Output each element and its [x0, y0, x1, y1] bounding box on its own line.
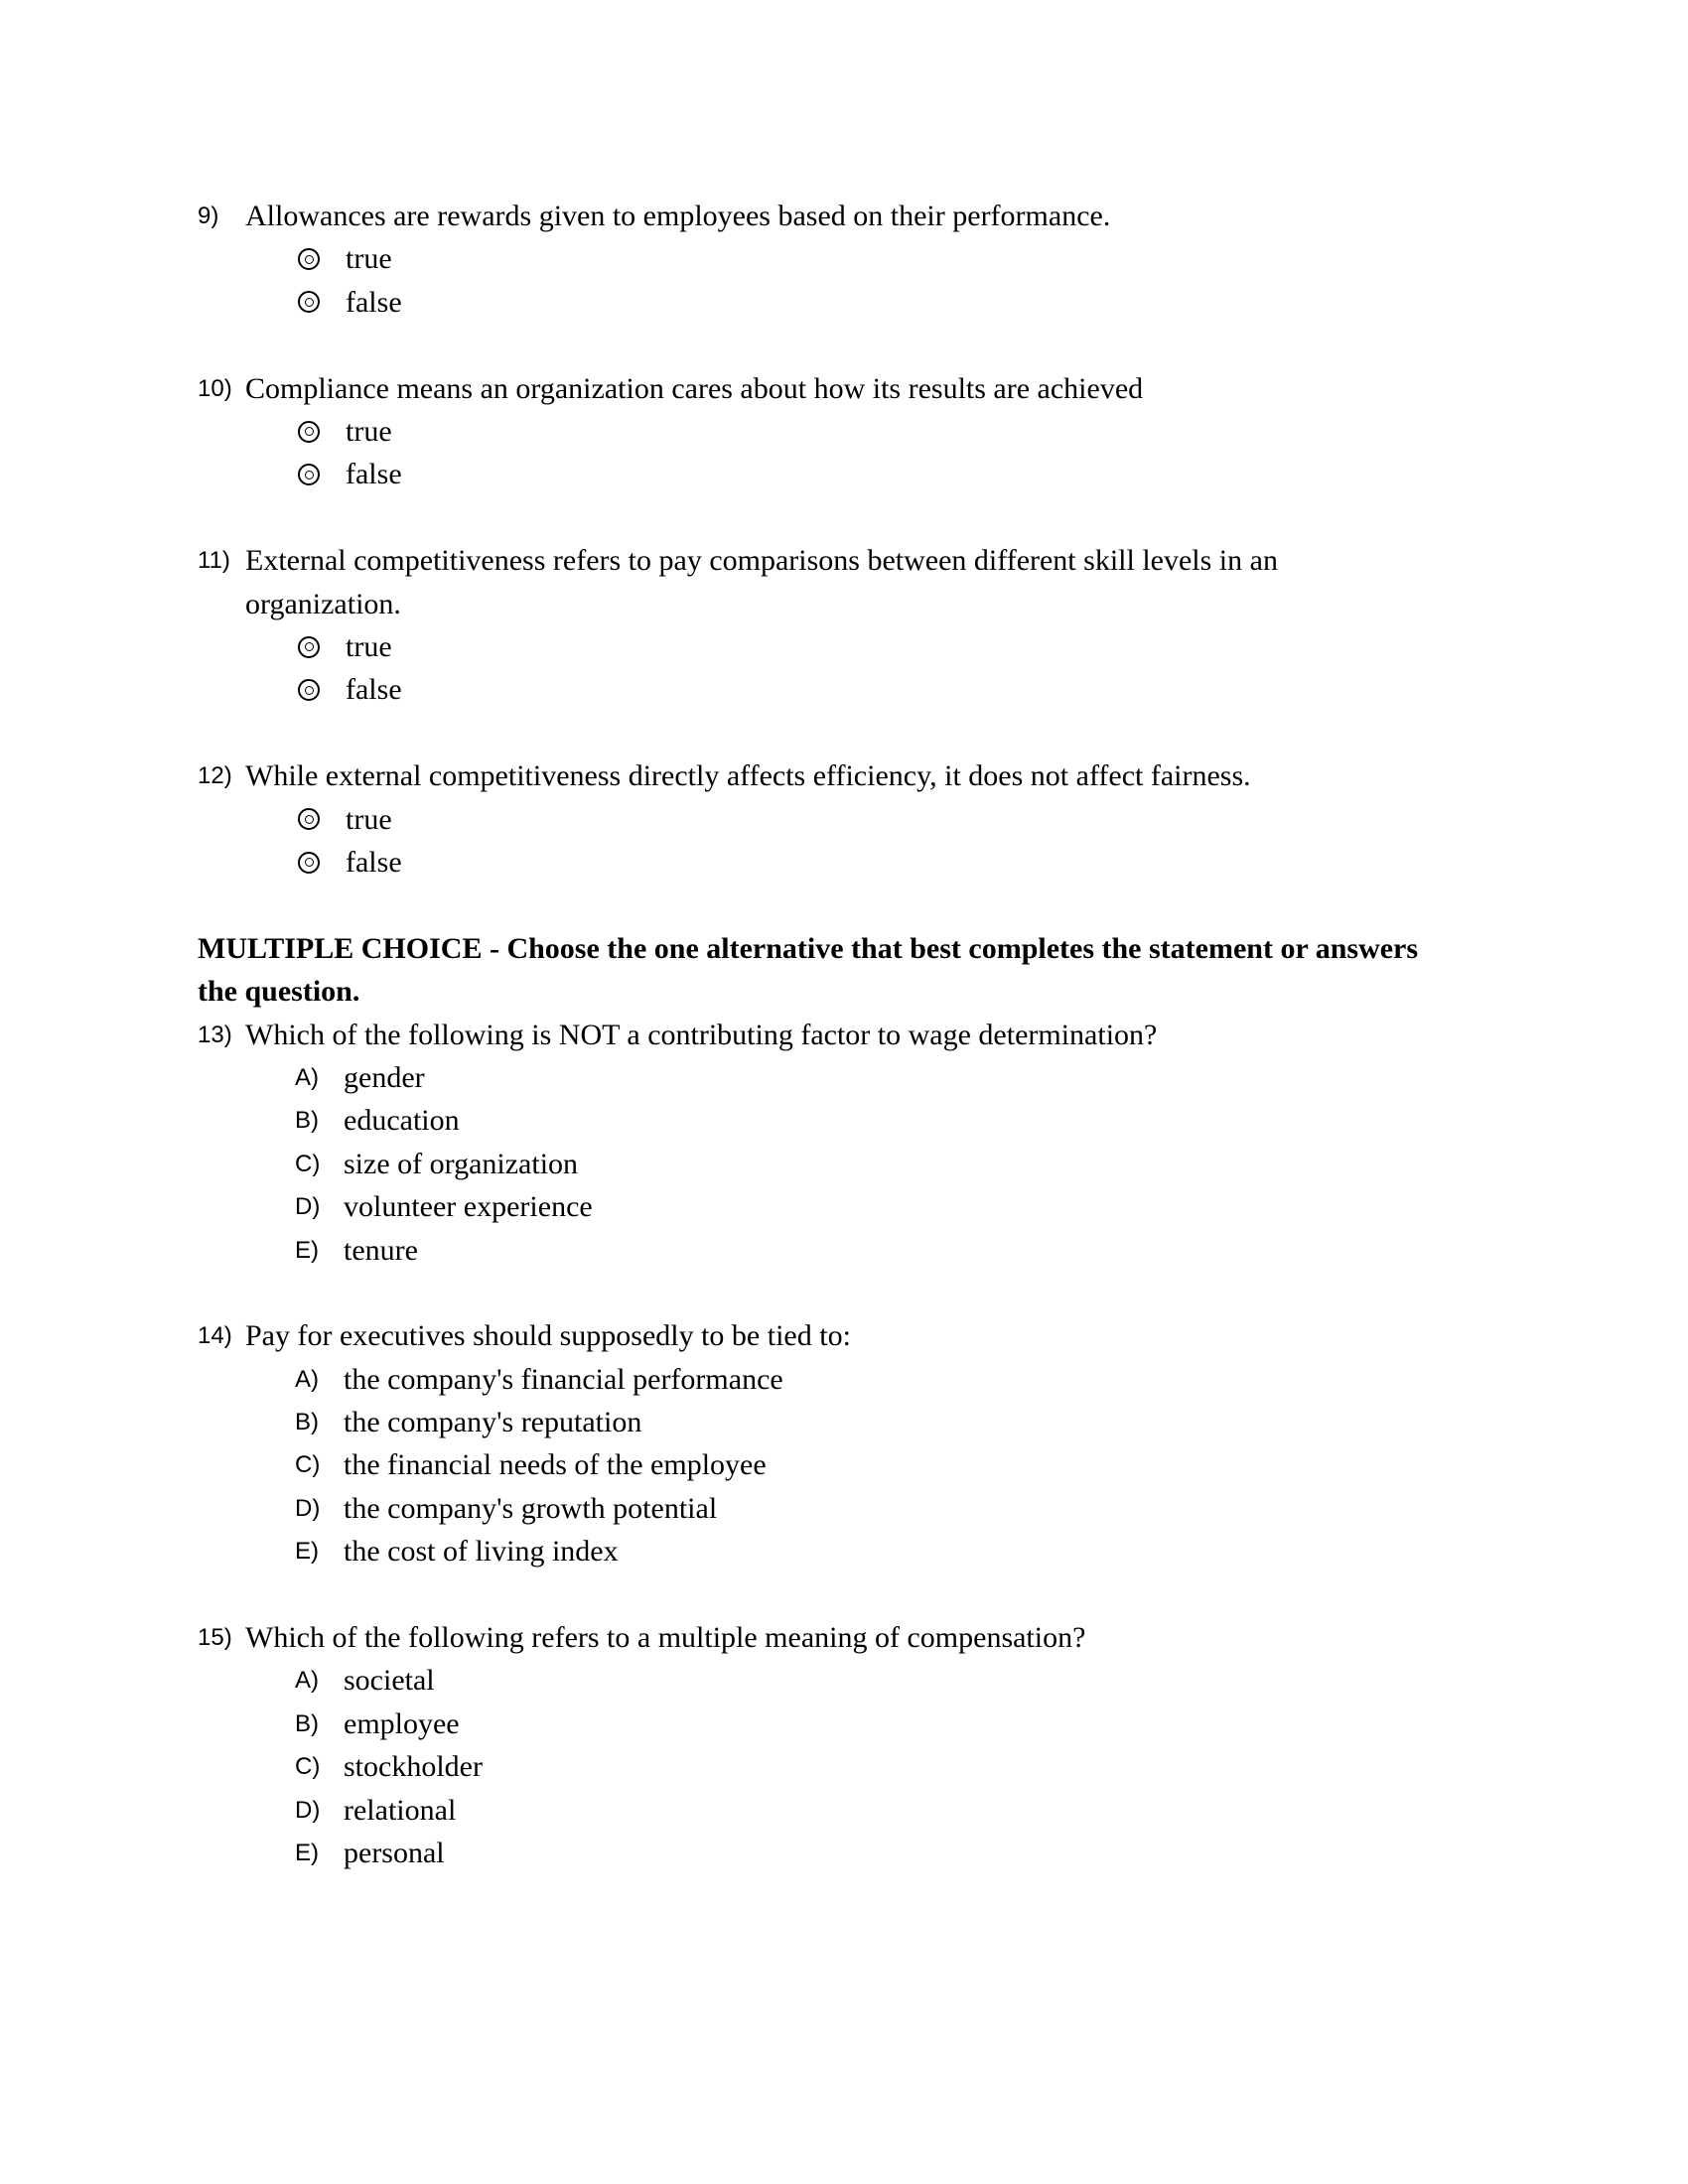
spacer — [198, 1573, 1439, 1616]
option-label: false — [346, 673, 402, 707]
question-text: Pay for executives should supposedly to be tied to: — [245, 1319, 851, 1353]
answer-option[interactable] — [198, 1789, 1439, 1832]
answer-option[interactable] — [198, 1443, 1439, 1486]
answer-option[interactable] — [198, 1185, 1439, 1228]
option-letter: E) — [295, 1840, 319, 1866]
radio-button-icon[interactable] — [298, 636, 320, 658]
option-text: the financial needs of the employee — [344, 1448, 767, 1482]
option-text: volunteer experience — [344, 1190, 593, 1224]
question-number: 14) — [198, 1322, 232, 1350]
option-letter: B) — [295, 1709, 319, 1737]
option-false[interactable] — [198, 841, 1439, 884]
option-letter: E) — [295, 1538, 319, 1566]
question-text: External competitiveness refers to pay comparisons between different skill levels in an organization. — [245, 544, 1278, 620]
option-text: personal — [344, 1837, 445, 1869]
spacer — [198, 496, 1439, 539]
question-number: 9) — [198, 203, 219, 229]
option-letter: C) — [295, 1150, 321, 1177]
option-false[interactable] — [198, 668, 1439, 711]
option-false[interactable] — [198, 281, 1439, 324]
option-text: tenure — [344, 1233, 418, 1267]
option-true[interactable] — [198, 237, 1439, 280]
question-12 — [198, 754, 1439, 797]
question-13 — [198, 1014, 1439, 1056]
question-11 — [198, 539, 1439, 625]
spacer — [198, 1272, 1439, 1314]
option-label: true — [346, 242, 392, 276]
option-letter: E) — [295, 1236, 319, 1264]
option-text: gender — [344, 1060, 425, 1094]
option-text: the cost of living index — [344, 1535, 619, 1569]
option-letter: A) — [295, 1365, 319, 1393]
answer-option[interactable] — [198, 1099, 1439, 1142]
question-text: Compliance means an organization cares about how its results are achieved — [245, 371, 1144, 405]
answer-option[interactable] — [198, 1358, 1439, 1401]
question-number: 12) — [198, 762, 232, 790]
answer-option[interactable] — [198, 1659, 1439, 1702]
option-false[interactable] — [198, 453, 1439, 495]
spacer — [198, 712, 1439, 754]
option-letter: D) — [295, 1193, 321, 1221]
option-true[interactable] — [198, 798, 1439, 841]
question-9 — [198, 195, 1439, 237]
question-text: Allowances are rewards given to employees based on their performance. — [245, 200, 1111, 232]
question-14 — [198, 1314, 1439, 1357]
exam-page — [198, 195, 1439, 1874]
option-true[interactable] — [198, 625, 1439, 668]
option-text: the company's reputation — [344, 1406, 642, 1439]
option-true[interactable] — [198, 410, 1439, 453]
spacer — [198, 324, 1439, 366]
option-label: false — [346, 458, 402, 491]
option-letter: B) — [295, 1409, 319, 1436]
option-letter: B) — [295, 1107, 319, 1135]
option-letter: A) — [295, 1063, 319, 1091]
answer-option[interactable] — [198, 1056, 1439, 1099]
option-text: the company's financial performance — [344, 1362, 783, 1396]
radio-button-icon[interactable] — [298, 421, 320, 443]
answer-option[interactable] — [198, 1703, 1439, 1745]
option-label: true — [346, 629, 392, 663]
radio-button-icon[interactable] — [298, 679, 320, 701]
question-10 — [198, 367, 1439, 410]
option-label: true — [346, 802, 392, 836]
question-number: 15) — [198, 1624, 232, 1652]
question-text: Which of the following refers to a multiple meaning of compensation? — [245, 1621, 1086, 1655]
radio-button-icon[interactable] — [298, 852, 320, 874]
option-label: true — [346, 414, 392, 448]
answer-option[interactable] — [198, 1745, 1439, 1788]
option-letter: A) — [295, 1667, 319, 1695]
answer-option[interactable] — [198, 1487, 1439, 1530]
option-label: false — [346, 285, 402, 319]
option-text: education — [344, 1104, 460, 1138]
question-number: 11) — [198, 547, 230, 575]
answer-option[interactable] — [198, 1401, 1439, 1443]
question-text: While external competitiveness directly affects efficiency, it does not affect fairness. — [245, 759, 1251, 793]
radio-button-icon[interactable] — [298, 808, 320, 830]
option-text: size of organization — [344, 1147, 579, 1180]
option-letter: C) — [295, 1753, 321, 1781]
radio-button-icon[interactable] — [298, 248, 320, 270]
section-header: MULTIPLE CHOICE - Choose the one alternative that best completes the statement or answers the question. — [198, 931, 1419, 1009]
option-text: the company's growth potential — [344, 1491, 718, 1525]
option-letter: D) — [295, 1494, 321, 1522]
answer-option[interactable] — [198, 1530, 1439, 1572]
question-number: 13) — [198, 1021, 232, 1048]
option-letter: D) — [295, 1796, 321, 1824]
answer-option[interactable] — [198, 1143, 1439, 1185]
radio-button-icon[interactable] — [298, 464, 320, 485]
answer-option[interactable] — [198, 1832, 1439, 1874]
radio-button-icon[interactable] — [298, 291, 320, 313]
option-text: employee — [344, 1706, 460, 1740]
question-number: 10) — [198, 374, 232, 402]
option-text: relational — [344, 1793, 457, 1827]
option-label: false — [346, 845, 402, 879]
option-text: stockholder — [344, 1750, 483, 1784]
question-text: Which of the following is NOT a contributing factor to wage determination? — [245, 1018, 1158, 1051]
spacer — [198, 884, 1439, 926]
option-text: societal — [344, 1664, 435, 1698]
question-15 — [198, 1616, 1439, 1659]
answer-option[interactable] — [198, 1229, 1439, 1272]
option-letter: C) — [295, 1451, 321, 1479]
